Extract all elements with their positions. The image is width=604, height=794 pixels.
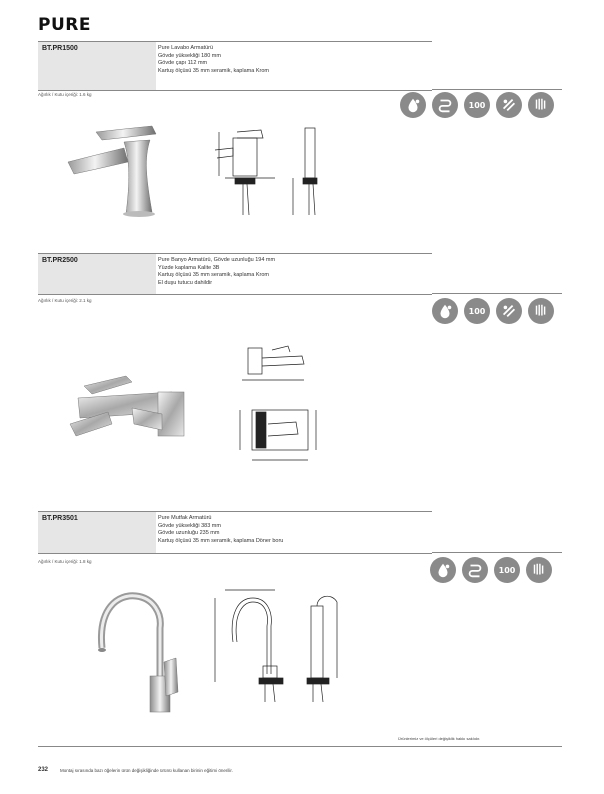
cartridge-icon [462, 557, 488, 583]
divider [432, 89, 562, 90]
eco-flow-icon [400, 92, 426, 118]
page-number: 232 [38, 767, 49, 773]
feature-icons [430, 557, 552, 583]
product-code: BT.PR1500 [38, 42, 156, 90]
feature-icons [400, 92, 554, 118]
footer-divider [38, 746, 562, 747]
hand-flow-icon [528, 298, 554, 324]
brand-logo: PURE [38, 15, 91, 35]
product-code: BT.PR2500 [38, 254, 156, 294]
spec-line: Pure Mutfak Armatürü [158, 515, 212, 521]
technical-drawing-bath-mixer [232, 340, 322, 475]
product-header [38, 253, 432, 295]
spec-line: El duşu tutucu dahildir [158, 279, 213, 286]
guarantee-100-icon: 100 [494, 557, 520, 583]
footnote: Ürünlerimiz ve ölçüleri değişiklik hakkı saklıdır. [398, 736, 481, 741]
product-photo-basin-mixer [60, 118, 170, 218]
spec-line: Pure Lavabo Armatürü [158, 45, 214, 51]
divider [432, 293, 562, 294]
technical-drawing-kitchen-mixer [205, 582, 345, 707]
eco-flow-icon [430, 557, 456, 583]
product-meta: Ağırlık / Kutu içeriği: 1.6 kg [38, 92, 92, 97]
product-description [158, 515, 283, 545]
spec-line: Kartuş ölçüsü 35 mm seramik, kaplama Krom [158, 67, 269, 74]
product-description [158, 45, 269, 75]
spec-line: Gövde çapı 112 mm [158, 60, 208, 67]
product-meta: Ağırlık / Kutu içeriği: 2.1 kg [38, 298, 92, 303]
product-header [38, 41, 432, 91]
cartridge-icon [432, 92, 458, 118]
spec-line: Gövde yüksekliği 180 mm [158, 52, 221, 59]
product-photo-kitchen-mixer [88, 588, 188, 718]
technical-drawing-basin-mixer [205, 120, 340, 220]
spec-line: Yüzde kaplama Kalite 3B [158, 264, 220, 271]
product-description [158, 257, 275, 287]
eco-flow-icon [432, 298, 458, 324]
spec-line: Gövde uzunluğu 235 mm [158, 530, 220, 537]
guarantee-100-icon: 100 [464, 298, 490, 324]
spec-line: Pure Banyo Armatürü, Gövde uzunluğu 194 mm [158, 257, 276, 263]
product-meta: Ağırlık / Kutu içeriği: 1.8 kg [38, 559, 92, 564]
spec-line: Kartuş ölçüsü 35 mm seramik, kaplama Krom [158, 272, 269, 279]
spec-line: Kartuş ölçüsü 35 mm seramik, kaplama Döner boru [158, 537, 284, 544]
footer-note: Montaj sırasında bazı öğelerin ürün değişikliğinde ürünü kullanan birinin eğitimi önerilir. [60, 768, 233, 773]
product-code: BT.PR3501 [38, 512, 156, 553]
product-header [38, 511, 432, 554]
hand-flow-icon [528, 92, 554, 118]
product-photo-bath-mixer [62, 368, 197, 458]
divider [432, 552, 562, 553]
spec-line: Gövde yüksekliği 383 mm [158, 522, 221, 529]
feature-icons [432, 298, 554, 324]
hot-cold-icon [496, 298, 522, 324]
hot-cold-icon [496, 92, 522, 118]
guarantee-100-icon: 100 [464, 92, 490, 118]
hand-flow-icon [526, 557, 552, 583]
